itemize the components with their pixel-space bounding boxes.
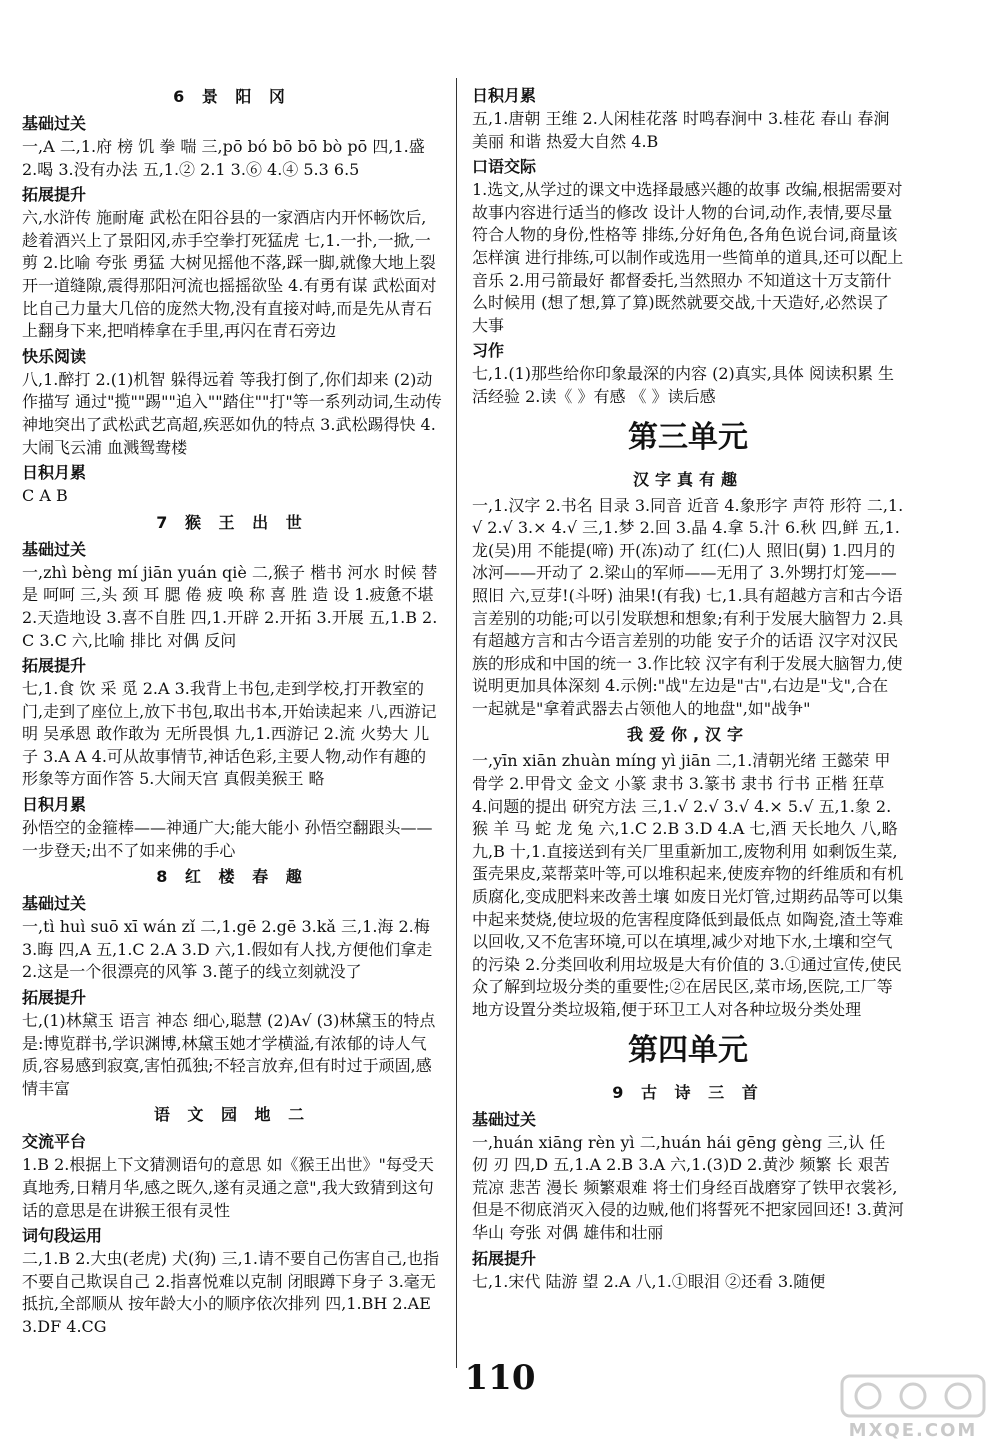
- lesson-title: 汉字真有趣: [632, 469, 743, 489]
- section-heading: 拓展提升: [22, 185, 87, 205]
- section-heading: 交流平台: [22, 1132, 87, 1152]
- section-heading: 日积月累: [22, 795, 87, 815]
- answer-text: 七,1.宋代 陆游 望 2.A 八,1.①眼泪 ②还看 3.随便: [472, 1271, 826, 1291]
- answer-text: 五,1.唐朝 王维 2.人闲桂花落 时鸣春涧中 3.桂花 春山 春涧 美丽 和谐 热爱大自然 4.B: [472, 109, 890, 151]
- lesson-title: 8 红 楼 春 趣: [156, 867, 308, 887]
- section-heading: 拓展提升: [22, 988, 87, 1008]
- section-heading: 基础过关: [22, 894, 87, 914]
- lesson-title: 我爱你,汉字: [626, 725, 750, 745]
- answer-text: 1.B 2.根据上下文猜测语句的意思 如《猴王出世》"每受天真地秀,日精月华,感之既久,遂有灵通之意",我大致猜到这句话的意思是在讲猴王很有灵性: [22, 1155, 434, 1220]
- answer-text: 二,1.B 2.大虫(老虎) 犬(狗) 三,1.请不要自己伤害自己,也指不要自己欺误自己 2.指喜悦难以克制 闭眼蹲下身子 3.毫无抵抗,全部顺从 按年龄大小的顺序依次排列 四,1.BH 2.AE 3.DF 4.CG: [22, 1249, 440, 1336]
- section-heading: 拓展提升: [472, 1248, 537, 1268]
- answer-text: 一,A 二,1.府 榜 饥 拳 喘 三,pō bó bō bō bò pō 四,1.盛 2.喝 3.没有办法 五,1.② 2.1 3.⑥ 4.④ 5.3 6.5: [22, 137, 425, 179]
- left-column: [22, 82, 442, 1339]
- watermark-logo: [838, 1370, 988, 1442]
- section-heading: 日积月累: [22, 463, 87, 483]
- section-heading: 基础过关: [472, 1109, 537, 1129]
- page-number: 110: [464, 1358, 536, 1398]
- answer-text: 六,水浒传 施耐庵 武松在阳谷县的一家酒店内开怀畅饮后,趁着酒兴上了景阳冈,赤手空拳打死猛虎 七,1.一扑,一掀,一剪 2.比喻 夸张 勇猛 大树见摇他不落,踩一脚,就像大地上裂开一道缝隙,震得那阳河流也摇摇欲坠 4.有勇有谋 武松面对比自己力量大几倍的庞然大物,没有直接对峙,而是先从青石上翻身下来,把哨棒拿在手里,再闪在青石旁边: [22, 208, 437, 341]
- watermark-text: MXQE.COM: [848, 1420, 978, 1441]
- unit-title: 第四单元: [628, 1032, 748, 1068]
- answer-text: 1.选文,从学过的课文中选择最感兴趣的故事 改编,根据需要对故事内容进行适当的修改 设计人物的台词,动作,表情,要尽量符合人物的身份,性格等 排练,分好角色,各角色说台词,商量该怎样演 进行排练,可以制作或选用一些简单的道具,还可以配上音乐 2.用弓箭最好 都督委托,当然照办 不知道这十万支箭什么时候用 (想了想,算了算)既然就要交战,十天造好,必然误了大事: [472, 180, 904, 335]
- section-heading: 日积月累: [472, 86, 537, 105]
- section-heading: 基础过关: [22, 114, 87, 133]
- answer-text: 一,tì huì suō xī wán zǐ 二,1.gē 2.gē 3.kǎ 三,1.海 2.梅 3.晦 四,A 五,1.C 2.A 3.D 六,1.假如有人找,方便他们拿走 2.这是一个很漂亮的风筝 3.蓖子的线立刻就没了: [22, 917, 433, 982]
- answer-text: 七,1.(1)那些给你印象最深的内容 (2)真实,具体 阅读积累 生活经验 2.读《 》有感 《 》读后感: [472, 364, 895, 406]
- unit-title: 第三单元: [628, 419, 748, 455]
- answer-text: 七,1.食 饮 采 觅 2.A 3.我背上书包,走到学校,打开教室的门,走到了座位上,放下书包,取出书本,开始读起来 八,西游记 明 吴承恩 敢作敢为 无所畏惧 九,1.西游记 2.流 火势大 儿子 3.A A 4.可从故事情节,神话色彩,主要人物,动作有趣的形象等方面作答 5.大闹天宫 真假美猴王 略: [22, 679, 437, 789]
- watermark-badge-icon: [838, 1370, 988, 1420]
- right-column: [472, 82, 904, 1293]
- section-heading: 拓展提升: [22, 656, 87, 676]
- answer-text: 一,yīn xiān zhuàn míng yì jiān 二,1.清朝光绪 王懿荣 甲骨学 2.甲骨文 金文 小篆 隶书 3.篆书 隶书 行书 正楷 狂草 4.问题的提出 研究方法 三,1.√ 2.√ 3.√ 4.× 5.√ 五,1.象 2.猴 羊 马 蛇 龙 兔 六,1.C 2.B 3.D 4.A 七,酒 天长地久 八,略 九,B 十,1.直接送到有关厂里重新加工,废物利用 如剩饭生菜,蛋壳果皮,菜帮菜叶等,可以堆积起来,使废弃物的纤维质和有机质腐化,变成肥料来改善土壤 如废日光灯管,过期药品等可以集中起来焚烧,使垃圾的危害程度降低到最低点 如陶瓷,渣土等难以回收,又不危害环境,可以在填埋,减少对地下水,土壤和空气的污染 2.分类回收利用垃圾是大有价值的 3.①通过宣传,使民众了解到垃圾分类的重要性;②在居民区,菜市场,医院,工厂等地方设置分类垃圾箱,便于环卫工人对各种垃圾分类处理: [472, 751, 904, 1019]
- section-heading: 快乐阅读: [22, 346, 87, 366]
- answer-text: 八,1.醉打 2.(1)机智 躲得远着 等我打倒了,你们却来 (2)动作描写 通过"揽""踢""追入""踏住""打"等一系列动词,生动传神地突出了武松武艺高超,疾恶如仇的特点 3.武松踢得快 4.大闹飞云浦 血溅鸳鸯楼: [22, 369, 442, 457]
- answer-text: 一,1.汉字 2.书名 目录 3.同音 近音 4.象形字 声符 形符 二,1.√ 2.√ 3.× 4.√ 三,1.梦 2.回 3.晶 4.拿 5.汁 6.秋 四,鲜 五,1.龙(吴)用 不能提(啼) 开(冻)动了 红(仁)人 照旧(舅) 1.四月的冰河——开动了 2.梁山的军师——无用了 3.外甥打灯笼——照旧 六,豆芽!(斗呀) 油果!(有我) 七,1.具有超越方言和古今语言差别的功能;可以引发联想和想象;有利于发展大脑智力 2.具有超越方言和古今语言差别的功能 安子介的话语 汉字对汉民族的形成和中国的统一 3.作比较 汉字有利于发展大脑智力,使说明更加具体深刻 4.示例:"战"左边是"古",右边是"戈",合在一起就是"拿着武器去占领他人的地盘",如"战争": [472, 495, 904, 718]
- lesson-title: 9 古 诗 三 首: [612, 1082, 764, 1102]
- section-heading: 口语交际: [472, 157, 537, 177]
- answer-text: 一,huán xiāng rèn yì 二,huán hái gēng gèng 三,认 任 仞 刃 四,D 五,1.A 2.B 3.A 六,1.(3)D 2.黄沙 频繁 长 艰苦 荒凉 悲苦 漫长 频繁艰难 将士们身经百战磨穿了铁甲衣裳衫,但是不彻底消灭入侵的边贼,他们将誓死不把家园回还! 3.黄河 华山 夸张 对偶 雄伟和壮丽: [472, 1132, 904, 1242]
- answer-text: 一,zhì bèng mí jiān yuán qiè 二,猴子 楷书 河水 时候 替 是 呵呵 三,头 颈 耳 腮 倦 疲 唤 称 喜 胜 造 设 1.疲惫不堪 2.天造地设 3.喜不自胜 四,1.开辟 2.开拓 3.开展 五,1.B 2.C 3.C 六,比喻 排比 对偶 反问: [22, 562, 438, 650]
- lesson-title: 7 猴 王 出 世: [156, 512, 308, 532]
- answer-text: C A B: [22, 486, 68, 506]
- answer-text: 孙悟空的金箍棒——神通广大;能大能小 孙悟空翻跟头——一步登天;出不了如来佛的手心: [22, 818, 433, 860]
- section-heading: 基础过关: [22, 539, 87, 559]
- answer-text: 七,(1)林黛玉 语言 神态 细心,聪慧 (2)A√ (3)林黛玉的特点是:博览群书,学识渊博,林黛玉她才学横溢,有浓郁的诗人气质,容易感到寂寞,害怕孤独;不轻言放弃,但有时过于顽固,感情丰富: [22, 1011, 436, 1098]
- lesson-title: 语 文 园 地 二: [153, 1105, 311, 1125]
- column-divider: [456, 78, 457, 1368]
- lesson-title: 6 景 阳 冈: [173, 87, 291, 106]
- section-heading: 习作: [472, 341, 505, 361]
- section-heading: 词句段运用: [22, 1226, 103, 1246]
